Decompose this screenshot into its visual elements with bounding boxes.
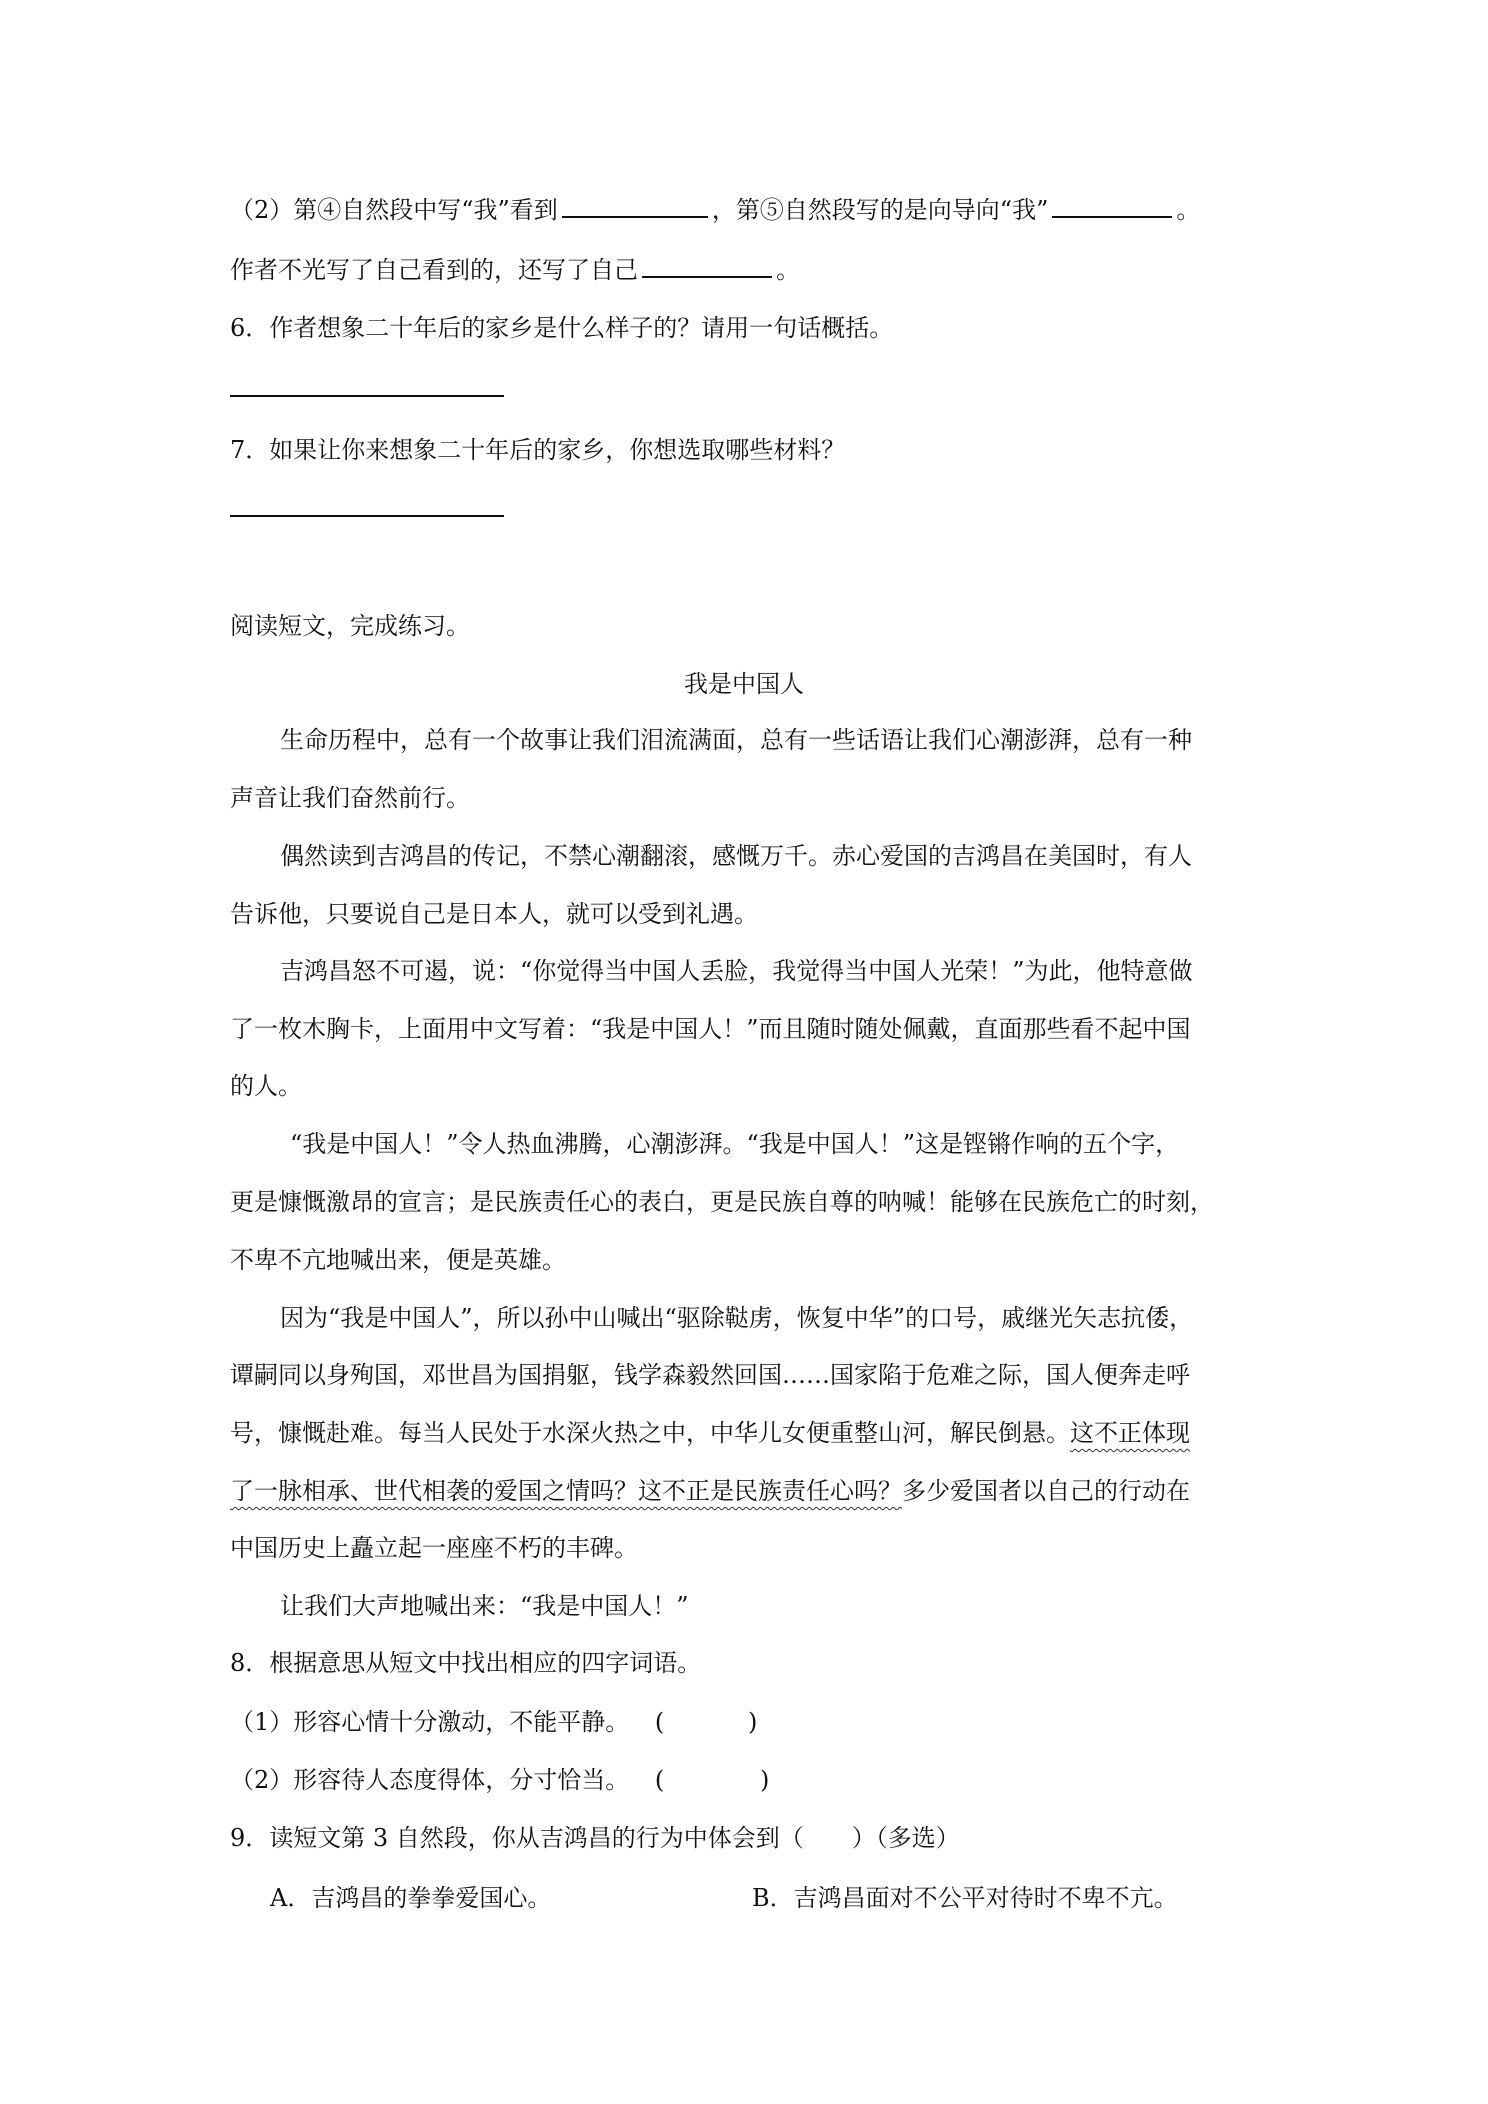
q5-2-text-e: 。 — [776, 256, 800, 284]
paragraph-line: 了一枚木胸卡，上面用中文写着：“我是中国人！”而且随时随处佩戴，直面那些看不起中国 — [230, 1015, 1191, 1043]
q6-answer-line[interactable] — [230, 395, 504, 397]
q5-2-text-d: 作者不光写了自己看到的，还写了自己 — [230, 256, 638, 284]
answer-paren-close[interactable]: ) — [747, 1708, 758, 1736]
q5-2-line2 — [230, 252, 800, 288]
answer-paren-close[interactable]: ) — [759, 1766, 770, 1794]
paragraph-text: 号，慷慨赴难。每当人民处于水深火热之中，中华儿女便重整山河，解民倒悬。 — [230, 1419, 1070, 1447]
paragraph-line: 声音让我们奋然前行。 — [230, 784, 470, 812]
paragraph-line: 告诉他，只要说自己是日本人，就可以受到礼遇。 — [230, 900, 758, 928]
paragraph-line: 偶然读到吉鸿昌的传记，不禁心潮翻滚，感慨万千。赤心爱国的吉鸿昌在美国时，有人 — [280, 842, 1192, 870]
answer-paren-open[interactable]: ( — [654, 1766, 665, 1794]
q9-option-a[interactable]: A．吉鸿昌的拳拳爱国心。 — [270, 1884, 552, 1912]
paragraph-line — [230, 1473, 1190, 1509]
paragraph-line: “我是中国人！”令人热血沸腾，心潮澎湃。“我是中国人！”这是铿锵作响的五个字， — [290, 1130, 1180, 1158]
passage-title: 我是中国人 — [684, 670, 804, 698]
answer-blank[interactable] — [642, 252, 772, 278]
q9-text: 9．读短文第 3 自然段，你从吉鸿昌的行为中体会到（ ）（多选） — [230, 1824, 960, 1852]
q5-2-text-a: （2）第④自然段中写“我”看到 — [230, 196, 558, 224]
paragraph-line: 吉鸿昌怒不可遏，说：“你觉得当中国人丢脸，我觉得当中国人光荣！”为此，他特意做 — [280, 957, 1193, 985]
q8-sub2 — [230, 1762, 769, 1798]
underlined-sentence: 这不正体现 — [1070, 1419, 1190, 1447]
paragraph-line: 谭嗣同以身殉国，邓世昌为国捐躯，钱学森毅然回国……国家陷于危难之际，国人便奔走呼 — [230, 1361, 1190, 1389]
paragraph-line — [230, 1415, 1190, 1451]
passage-intro: 阅读短文，完成练习。 — [230, 612, 470, 640]
underlined-sentence: 了一脉相承、世代相袭的爱国之情吗？这不正是民族责任心吗？ — [230, 1477, 902, 1505]
paragraph-line: 不卑不亢地喊出来，便是英雄。 — [230, 1246, 566, 1274]
paragraph-line: 更是慷慨激昂的宣言；是民族责任心的表白，更是民族自尊的呐喊！能够在民族危亡的时刻， — [230, 1188, 1214, 1216]
q8-text: 8．根据意思从短文中找出相应的四字词语。 — [230, 1649, 702, 1677]
q5-2-line1 — [230, 192, 1200, 228]
q5-2-text-c: 。 — [1176, 196, 1201, 224]
q5-2-text-b: ，第⑤自然段写的是向导向“我” — [711, 196, 1049, 224]
answer-blank[interactable] — [1052, 192, 1172, 218]
answer-blank[interactable] — [562, 192, 708, 218]
paragraph-line: 的人。 — [230, 1072, 302, 1100]
answer-paren-open[interactable]: ( — [654, 1708, 665, 1736]
paragraph-line: 让我们大声地喊出来：“我是中国人！” — [280, 1592, 689, 1620]
q6-text: 6．作者想象二十年后的家乡是什么样子的？请用一句话概括。 — [230, 314, 894, 342]
paragraph-text: 多少爱国者以自己的行动在 — [902, 1477, 1190, 1505]
q8-sub1-text: （1）形容心情十分激动，不能平静。 — [230, 1708, 630, 1736]
paragraph-line: 生命历程中，总有一个故事让我们泪流满面，总有一些话语让我们心潮澎湃，总有一种 — [280, 726, 1192, 754]
q7-text: 7．如果让你来想象二十年后的家乡，你想选取哪些材料？ — [230, 436, 846, 464]
q8-sub2-text: （2）形容待人态度得体，分寸恰当。 — [230, 1766, 630, 1794]
q8-sub1 — [230, 1704, 757, 1740]
paragraph-line: 中国历史上矗立起一座座不朽的丰碑。 — [230, 1534, 638, 1562]
q7-answer-line[interactable] — [230, 515, 504, 517]
paragraph-line: 因为“我是中国人”，所以孙中山喊出“驱除鞑虏，恢复中华”的口号，戚继光矢志抗倭， — [280, 1304, 1194, 1332]
q9-option-b[interactable]: B．吉鸿昌面对不公平对待时不卑不亢。 — [752, 1884, 1178, 1912]
